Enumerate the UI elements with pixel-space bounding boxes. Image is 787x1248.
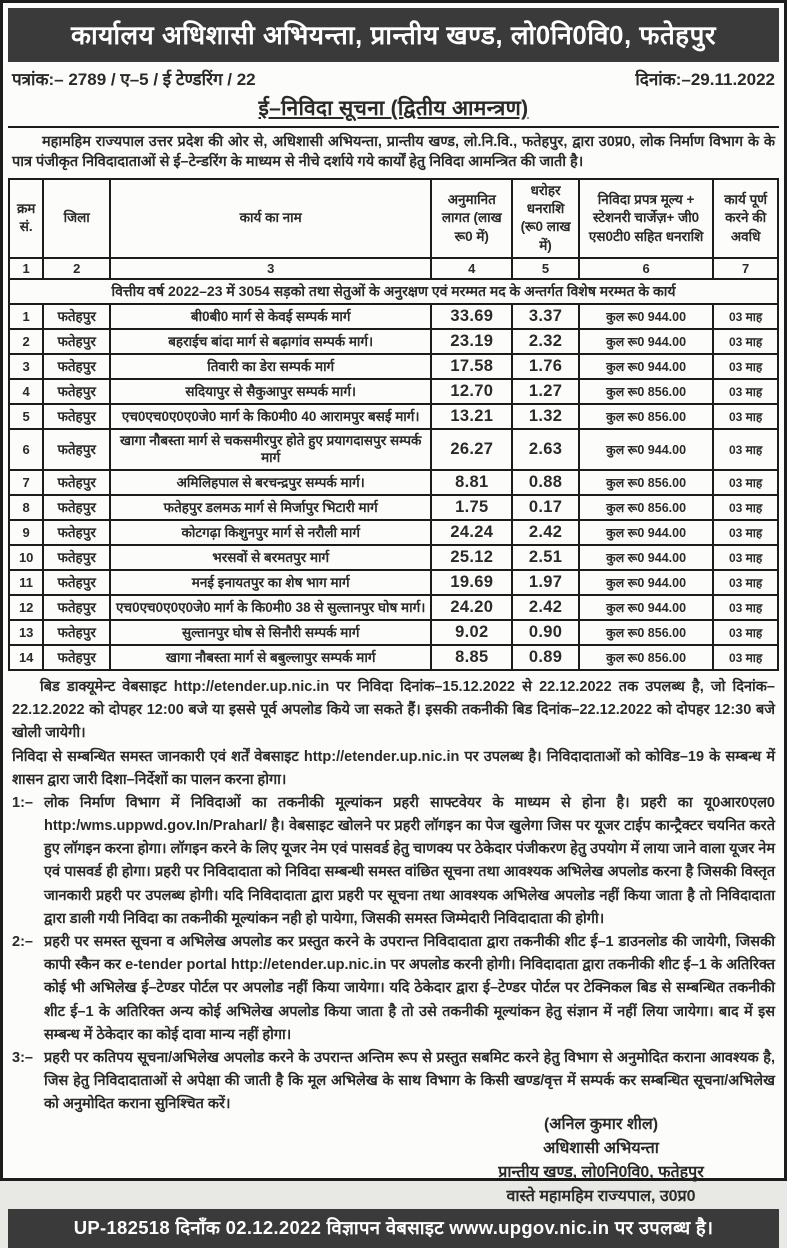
table-row [9, 620, 778, 645]
letter-number: पत्रांक:– 2789 / ए–5 / ई टेण्डरिंग / 22 [12, 70, 256, 89]
cell-cost: 33.69 [431, 304, 512, 329]
colnum-5: 5 [512, 258, 579, 279]
note-item-2 [12, 931, 775, 1047]
cell-emd: 2.42 [512, 595, 579, 620]
cell-district: फतेहपुर [43, 570, 110, 595]
header-district: जिला [43, 179, 110, 258]
cell-emd: 2.42 [512, 520, 579, 545]
cell-serial: 8 [9, 495, 43, 520]
cell-district: फतेहपुर [43, 354, 110, 379]
note-item-1 [12, 792, 775, 931]
letter-date: दिनांक:–29.11.2022 [635, 70, 775, 89]
column-number-row [9, 258, 778, 279]
table-row [9, 354, 778, 379]
cell-district: फतेहपुर [43, 470, 110, 495]
cell-work-name: खागा नौबस्ता मार्ग से चकसमीरपुर होते हुए प्रयागदासपुर सम्पर्क मार्ग [110, 429, 431, 470]
signatory-name: (अनिल कुमार शील) [543, 1115, 659, 1133]
intro-paragraph: महामहिम राज्यपाल उत्तर प्रदेश की ओर से, अधिशासी अभियन्ता, प्रान्तीय खण्ड, लो.नि.वि., फतेहपुर, द्वारा उ0प्र0, लोक निर्माण विभाग के के पात्र पंजीकृत निविदादाताओं से ई–टेन्डरिंग के माध्यम से नीचे दर्शाये गये कार्यों हेतु निविदा आमन्त्रित की जाती है। [8, 126, 779, 178]
signatory-office: प्रान्तीय खण्ड, लो0नि0वि0, फतेहपुर [498, 1163, 704, 1181]
cell-work-name: बी0बी0 मार्ग से केवई सम्पर्क मार्ग [110, 304, 431, 329]
header-period: कार्य पूर्ण करने की अवधि [713, 179, 778, 258]
cell-cost: 1.75 [431, 495, 512, 520]
cell-fee: कुल रू0 944.00 [579, 304, 713, 329]
cell-district: फतेहपुर [43, 429, 110, 470]
cell-serial: 2 [9, 329, 43, 354]
header-cost: अनुमानित लागत (लाख रू0 में) [431, 179, 512, 258]
cell-fee: कुल रू0 856.00 [579, 645, 713, 670]
table-row [9, 429, 778, 470]
note-number: 3:– [12, 1049, 33, 1066]
note-item-3 [12, 1047, 775, 1117]
table-row [9, 304, 778, 329]
cell-serial: 12 [9, 595, 43, 620]
cell-work-name: कोटगढ़ा किशुनपुर मार्ग से नरौली मार्ग [110, 520, 431, 545]
cell-district: फतेहपुर [43, 495, 110, 520]
header-emd: धरोहर धनराशि (रू0 लाख में) [512, 179, 579, 258]
cell-cost: 8.85 [431, 645, 512, 670]
cell-district: फतेहपुर [43, 520, 110, 545]
note-text: प्रहरी पर कतिपय सूचना/अभिलेख अपलोड करने के उपरान्त अन्तिम रूप से प्रस्तुत सबमिट करने हेतु विभाग से अनुमोदित कराना आवश्यक है, जिस हेतु निविदादाताओं से अपेक्षा की जाती है कि मूल अभिलेख के साथ विभाग के किसी खण्ड/वृत्त में सम्पर्क कर सम्बन्धित सूचना/अभिलेख को अनुमोदित कराना सुनिश्चित करें। [44, 1049, 775, 1113]
note-text: प्रहरी पर समस्त सूचना व अभिलेख अपलोड कर प्रस्तुत करने के उपरान्त निविदादाता द्वारा तकनीकी शीट ई–1 डाउनलोड की जायेगी, जिसकी कापी स्कैन कर e-tender portal http://etender.up.nic.in पर अपलोड करनी होगी। निविदादाता द्वारा तकनीकी शीट ई–1 के अतिरिक्त कोई भी अभिलेख ई–टेण्डर पोर्टल पर अपलोड नहीं किया जायेगा। यदि ठेकेदार द्वारा ई–टेण्डर पोर्टल पर टेक्निकल बिड से सम्बन्धित तकनीकी शीट ई–1 के अतिरिक्त अन्य कोई अभिलेख अपलोड किया जाता है तो उसे तकनीकी मूल्यांकन हेतु संज्ञान में नहीं लिया जायेगा। बाद में इस सम्बन्ध में ठेकेदार का कोई दावा मान्य नहीं होगा। [44, 934, 775, 1043]
cell-period: 03 माह [713, 495, 778, 520]
colnum-1: 1 [9, 258, 43, 279]
cell-emd: 0.89 [512, 645, 579, 670]
cell-cost: 12.70 [431, 379, 512, 404]
cell-cost: 19.69 [431, 570, 512, 595]
cell-emd: 1.32 [512, 404, 579, 429]
cell-cost: 8.81 [431, 470, 512, 495]
cell-emd: 2.32 [512, 329, 579, 354]
cell-emd: 3.37 [512, 304, 579, 329]
cell-fee: कुल रू0 944.00 [579, 570, 713, 595]
cell-work-name: भरसवों से बरमतपुर मार्ग [110, 545, 431, 570]
cell-fee: कुल रू0 856.00 [579, 470, 713, 495]
table-row [9, 520, 778, 545]
table-row [9, 379, 778, 404]
cell-emd: 0.17 [512, 495, 579, 520]
cell-district: फतेहपुर [43, 329, 110, 354]
cell-fee: कुल रू0 944.00 [579, 354, 713, 379]
colnum-6: 6 [579, 258, 713, 279]
table-row [9, 495, 778, 520]
works-table [8, 178, 779, 671]
cell-period: 03 माह [713, 620, 778, 645]
cell-emd: 2.63 [512, 429, 579, 470]
letter-row [8, 62, 779, 92]
cell-period: 03 माह [713, 570, 778, 595]
cell-emd: 1.97 [512, 570, 579, 595]
cell-serial: 1 [9, 304, 43, 329]
cell-serial: 3 [9, 354, 43, 379]
cell-cost: 26.27 [431, 429, 512, 470]
section-header-row [9, 279, 778, 304]
header-fee: निविदा प्रपत्र मूल्य + स्टेशनरी चार्जेज़+ जी0 एस0टी0 सहित धनराशि [579, 179, 713, 258]
cell-fee: कुल रू0 856.00 [579, 495, 713, 520]
cell-period: 03 माह [713, 520, 778, 545]
note-text: लोक निर्माण विभाग में निविदाओं का तकनीकी मूल्यांकन प्रहरी साफ्टवेयर के माध्यम से होना है। प्रहरी का यू0आर0एल0 http:/wms.uppwd.gov.In/Praharl/ है। वेबसाइट खोलने पर प्रहरी लॉगइन का पेज खुलेगा जिस पर यूजर टाईप कान्ट्रैक्टर चयनित करते हुए लॉगइन करना होगा। लॉगइन करने के लिए यूजर नेम एवं पासवर्ड हेतु चाणक्य पर ठेकेदार पंजीकरण हेतु उपयोग में लाया जाने वाला यूजर नेम एवं पासवर्ड ही होगा। प्रहरी पर निविदादाता को निविदा सम्बन्धी समस्त वांछित सूचना तथा आवश्यक अभिलेख अपलोड करना है जिसकी विस्तृत जानकारी प्रहरी पर उपलब्ध होगी। यदि निविदादाता द्वारा प्रहरी पर सूचना तथा आवश्यक अभिलेख अपलोड नहीं किया जाता है तो निविदादाता द्वारा डाली गयी निविदा का तकनीकी मूल्यांकन नही हो पायेगा, जिसकी समस्त जिम्मेदारी निविदादाता की होगी। [44, 794, 776, 927]
cell-emd: 0.90 [512, 620, 579, 645]
cell-cost: 9.02 [431, 620, 512, 645]
cell-emd: 1.76 [512, 354, 579, 379]
cell-cost: 23.19 [431, 329, 512, 354]
cell-serial: 10 [9, 545, 43, 570]
table-row [9, 545, 778, 570]
conditions-paragraph: निविदा से सम्बन्धित समस्त जानकारी एवं शर्तें वेबसाइट http://etender.up.nic.in पर उपलब्ध है। निविदादाताओं को कोविड–19 के सम्बन्ध में शासन द्वारा जारी दिशा–निर्देशों का पालन करना होगा। [12, 748, 775, 788]
cell-work-name: मनई इनायतपुर का शेष भाग मार्ग [110, 570, 431, 595]
cell-period: 03 माह [713, 429, 778, 470]
header-serial: क्रम सं. [9, 179, 43, 258]
cell-period: 03 माह [713, 545, 778, 570]
cell-serial: 13 [9, 620, 43, 645]
signatory-on-behalf: वास्ते महामहिम राज्यपाल, उ0प्र0 [506, 1187, 696, 1205]
cell-work-name: सुल्तानपुर घोष से सिनौरी सम्पर्क मार्ग [110, 620, 431, 645]
colnum-4: 4 [431, 258, 512, 279]
cell-fee: कुल रू0 944.00 [579, 520, 713, 545]
cell-district: फतेहपुर [43, 304, 110, 329]
signatory-designation: अधिशासी अभियन्ता [543, 1139, 659, 1157]
cell-cost: 25.12 [431, 545, 512, 570]
cell-period: 03 माह [713, 354, 778, 379]
cell-work-name: खागा नौबस्ता मार्ग से बबुल्लापुर सम्पर्क मार्ग [110, 645, 431, 670]
cell-work-name: एच0एच0ए0ए0जे0 मार्ग के कि0मी0 38 से सुल्तानपुर घोष मार्ग। [110, 595, 431, 620]
cell-period: 03 माह [713, 304, 778, 329]
table-row [9, 404, 778, 429]
bid-document-paragraph: बिड डाक्यूमेन्ट वेबसाइट http://etender.up.nic.in पर निविदा दिनांक–15.12.2022 से 22.12.2022 तक उपलब्ध है, जो दिनांक–22.12.2022 को दोपहर 12:00 बजे या इससे पूर्व अपलोड किये जा सकते हैं। इसकी तकनीकी बिड दिनांक–22.12.2022 को दोपहर 12:30 बजे खोली जायेगी। [12, 678, 775, 742]
cell-fee: कुल रू0 944.00 [579, 329, 713, 354]
colnum-7: 7 [713, 258, 778, 279]
cell-district: फतेहपुर [43, 404, 110, 429]
cell-fee: कुल रू0 944.00 [579, 545, 713, 570]
cell-work-name: बहराईच बांदा मार्ग से बढ़ागांव सम्पर्क मार्ग। [110, 329, 431, 354]
cell-district: फतेहपुर [43, 379, 110, 404]
cell-emd: 1.27 [512, 379, 579, 404]
notes-section [8, 671, 779, 1117]
cell-fee: कुल रू0 944.00 [579, 429, 713, 470]
note-number: 2:– [12, 934, 33, 951]
section-header: वित्तीय वर्ष 2022–23 में 3054 सड़को तथा सेतुओं के अनुरक्षण एवं मरम्मत मद के अन्तर्गत विशेष मरम्मत के कार्य [9, 279, 778, 304]
cell-serial: 9 [9, 520, 43, 545]
signature-block [429, 1113, 779, 1209]
colnum-2: 2 [43, 258, 110, 279]
cell-serial: 7 [9, 470, 43, 495]
cell-period: 03 माह [713, 470, 778, 495]
cell-period: 03 माह [713, 645, 778, 670]
cell-work-name: तिवारी का डेरा सम्पर्क मार्ग [110, 354, 431, 379]
cell-period: 03 माह [713, 404, 778, 429]
cell-serial: 11 [9, 570, 43, 595]
table-row [9, 570, 778, 595]
table-row [9, 470, 778, 495]
header-work-name: कार्य का नाम [110, 179, 431, 258]
cell-cost: 13.21 [431, 404, 512, 429]
cell-fee: कुल रू0 944.00 [579, 595, 713, 620]
cell-period: 03 माह [713, 595, 778, 620]
cell-work-name: फतेहपुर डलमऊ मार्ग से मिर्जापुर भिटारी मार्ग [110, 495, 431, 520]
cell-cost: 24.24 [431, 520, 512, 545]
cell-serial: 4 [9, 379, 43, 404]
table-row [9, 329, 778, 354]
cell-emd: 0.88 [512, 470, 579, 495]
cell-district: फतेहपुर [43, 595, 110, 620]
office-header-band: कार्यालय अधिशासी अभियन्ता, प्रान्तीय खण्ड, लो0नि0वि0, फतेहपुर [8, 8, 779, 62]
cell-period: 03 माह [713, 379, 778, 404]
notice-title: ई–निविदा सूचना (द्वितीय आमन्त्रण) [258, 97, 529, 120]
cell-fee: कुल रू0 856.00 [579, 620, 713, 645]
colnum-3: 3 [110, 258, 431, 279]
cell-district: फतेहपुर [43, 645, 110, 670]
cell-period: 03 माह [713, 329, 778, 354]
cell-serial: 6 [9, 429, 43, 470]
cell-work-name: अमिलिहपाल से बरचन्द्रपुर सम्पर्क मार्ग। [110, 470, 431, 495]
cell-fee: कुल रू0 856.00 [579, 404, 713, 429]
cell-fee: कुल रू0 856.00 [579, 379, 713, 404]
table-row [9, 645, 778, 670]
cell-work-name: एच0एच0ए0ए0जे0 मार्ग के कि0मी0 40 आरामपुर बसई मार्ग। [110, 404, 431, 429]
cell-serial: 14 [9, 645, 43, 670]
cell-district: फतेहपुर [43, 545, 110, 570]
cell-emd: 2.51 [512, 545, 579, 570]
cell-cost: 24.20 [431, 595, 512, 620]
table-header-row [9, 179, 778, 258]
table-row [9, 595, 778, 620]
cell-work-name: सदियापुर से सैकुआपुर सम्पर्क मार्ग। [110, 379, 431, 404]
cell-serial: 5 [9, 404, 43, 429]
cell-district: फतेहपुर [43, 620, 110, 645]
note-number: 1:– [12, 794, 33, 811]
cell-cost: 17.58 [431, 354, 512, 379]
advertisement-footer-band: UP-182518 दिनाँक 02.12.2022 विज्ञापन वेबसाइट www.upgov.nic.in पर उपलब्ध है। [8, 1209, 779, 1248]
